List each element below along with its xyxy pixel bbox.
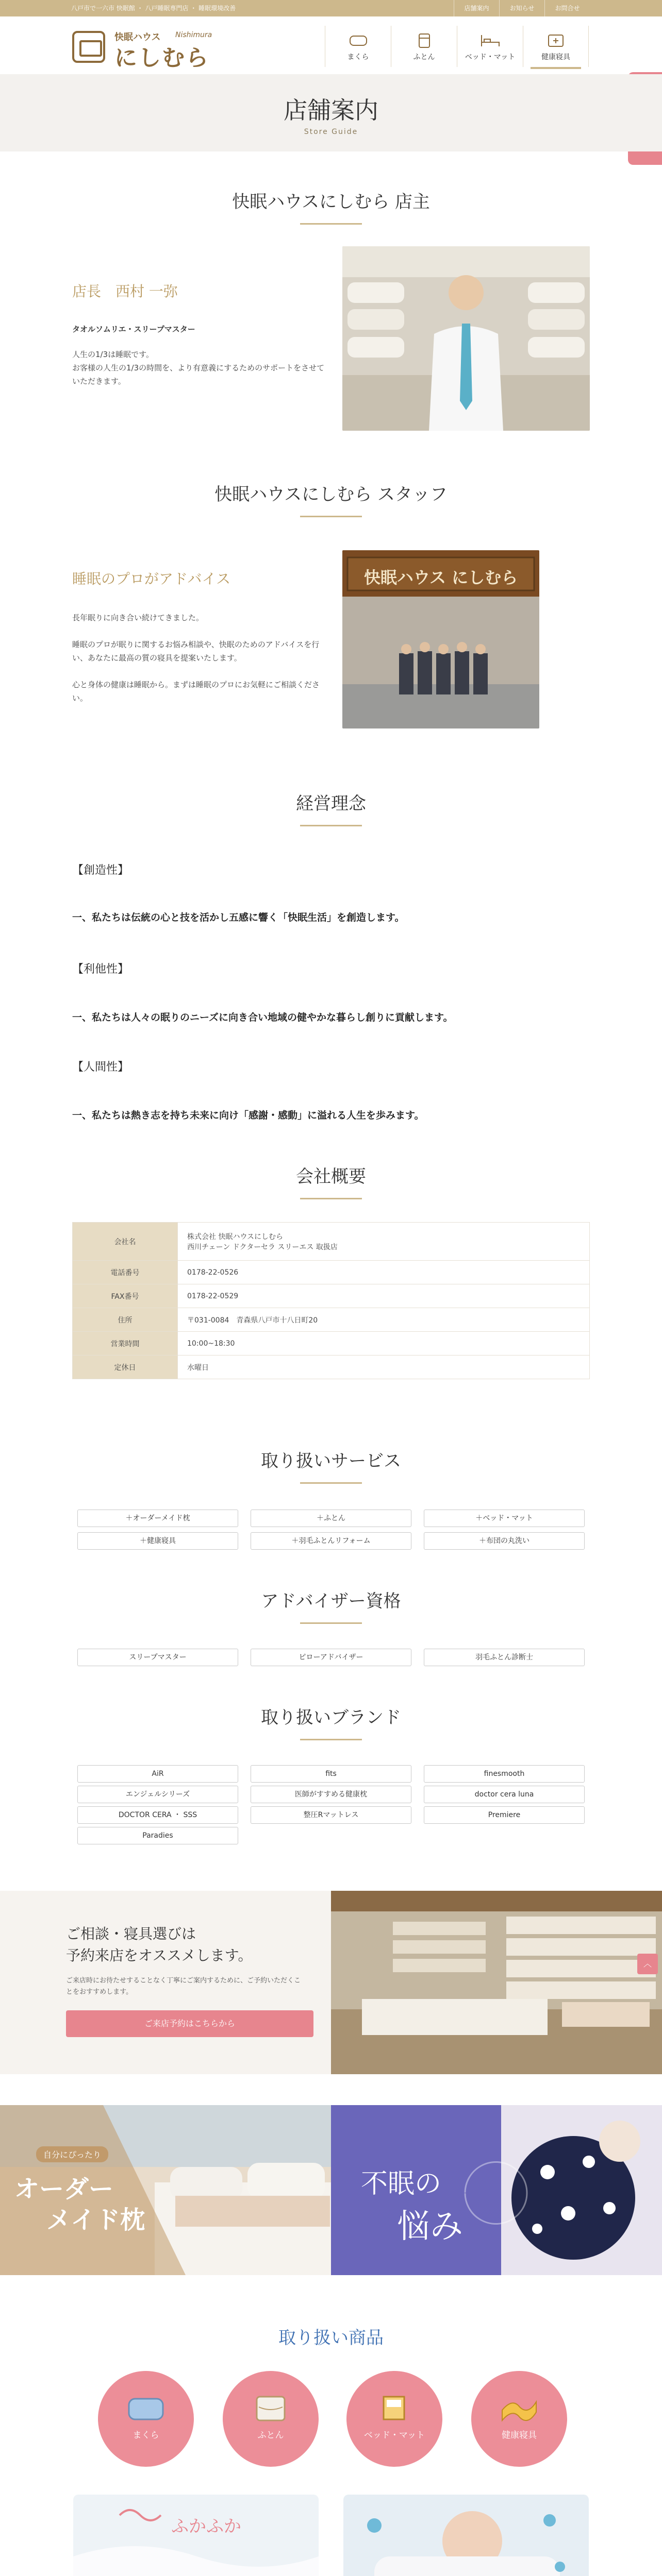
logo-small-text: 快眠ハウス <box>114 32 161 43</box>
product-health[interactable] <box>471 2371 567 2467</box>
products-title: 取り扱い商品 <box>278 2328 384 2348</box>
company-table <box>72 1222 590 1379</box>
health-bedding-icon <box>500 2395 538 2422</box>
bed-icon <box>480 33 501 48</box>
owner-name: 店長 西村 一弥 <box>72 283 178 300</box>
top-link-contact[interactable]: お問合せ <box>544 0 590 16</box>
section-heading: 快眠ハウスにしむら 店主 <box>232 192 430 212</box>
table-row <box>73 1223 590 1261</box>
table-row <box>73 1355 590 1379</box>
brand-tag: 医師がすすめる健康枕 <box>251 1786 411 1803</box>
service-tag[interactable]: ＋羽毛ふとんリフォーム <box>251 1532 411 1550</box>
table-row <box>73 1308 590 1332</box>
service-tag[interactable]: ＋ふとん <box>251 1510 411 1527</box>
advisor-tag: ピローアドバイザー <box>251 1649 411 1666</box>
banner-left-big1: オーダー <box>14 2175 114 2204</box>
brand-tag: エンジェルシリーズ <box>77 1786 238 1803</box>
row-value: 株式会社 快眠ハウスにしむら 西川チェーン ドクターセラ スリーエス 取扱店 <box>178 1223 590 1261</box>
philosophy-head-3: 【人間性】 <box>72 1061 129 1074</box>
cta-line-2: 予約来店をオススメします。 <box>66 1947 253 1964</box>
row-key: 電話番号 <box>73 1261 178 1284</box>
advisor-tag: スリープマスター <box>77 1649 238 1666</box>
staff-text-3: 心と身体の健康は睡眠から。まずは睡眠のプロにお気軽にご相談ください。 <box>72 680 320 703</box>
staff-catch: 睡眠のプロがアドバイス <box>72 570 231 587</box>
row-value: 水曜日 <box>178 1355 590 1379</box>
sterilize-banner[interactable] <box>343 2495 589 2576</box>
cta-line-1: ご相談・寝具選びは <box>66 1925 196 1942</box>
row-key: 営業時間 <box>73 1332 178 1355</box>
brand-tag: 整圧Rマットレス <box>251 1806 411 1824</box>
section-heading: 快眠ハウスにしむら スタッフ <box>214 484 448 505</box>
row-value: 10:00~18:30 <box>178 1332 590 1355</box>
pillow-icon <box>127 2395 165 2422</box>
nav-label: ベッド・マット <box>465 53 516 61</box>
logo-english: Nishimura <box>175 31 212 39</box>
nav-item-health[interactable] <box>523 26 589 67</box>
baby-sleeping-image <box>343 2495 589 2576</box>
philosophy-body-3: 一、私たちは熱き志を持ち未来に向け「感謝・感動」に溢れる人生を歩みます。 <box>72 1110 424 1121</box>
section-heading: 取り扱いサービス <box>261 1451 401 1471</box>
section-heading: 経営理念 <box>296 793 366 814</box>
top-bar <box>0 0 662 16</box>
cta-note: ご来店時にお待たせすることなく丁寧にご案内するために、ご予約いただくことをおすすめします。 <box>66 1977 301 1996</box>
futon-icon <box>415 33 434 48</box>
brand-tag: Paradies <box>77 1827 238 1844</box>
product-bed[interactable] <box>346 2371 442 2467</box>
table-row <box>73 1261 590 1284</box>
row-key: 会社名 <box>73 1223 178 1261</box>
banner-left-small: 自分にぴったり <box>36 2146 108 2162</box>
brands-section-title <box>0 1703 662 1740</box>
row-value: 〒031-0084 青森県八戸市十八日町20 <box>178 1308 590 1332</box>
staff-info <box>72 568 330 705</box>
nav-label: ふとん <box>413 53 435 61</box>
health-bedding-icon <box>547 33 565 48</box>
top-link-store[interactable]: 店舗案内 <box>454 0 499 16</box>
section-heading: 取り扱いブランド <box>261 1707 401 1728</box>
owner-text-2: お客様の人生の1/3の時間を、より有意義にするためのサポートをさせていただきます。 <box>72 363 325 386</box>
nav-item-pillow[interactable] <box>325 26 391 67</box>
advisor-section-title <box>0 1587 662 1624</box>
page-hero <box>0 74 662 151</box>
product-label: ふとん <box>257 2430 284 2441</box>
row-key: FAX番号 <box>73 1284 178 1308</box>
brand-tag: AiR <box>77 1765 238 1783</box>
philosophy-body-2: 一、私たちは人々の眠りのニーズに向き合い地域の健やかな暮らし創りに貢献します。 <box>72 1012 453 1023</box>
table-row <box>73 1332 590 1355</box>
futon-icon <box>252 2395 290 2422</box>
bed-icon <box>375 2395 413 2422</box>
page-title: 店舗案内 <box>284 96 378 124</box>
product-label: 健康寝具 <box>502 2430 537 2441</box>
philosophy-section-title <box>0 789 662 826</box>
services-section-title <box>0 1447 662 1484</box>
top-link-news[interactable]: お知らせ <box>499 0 544 16</box>
row-value: 0178-22-0529 <box>178 1284 590 1308</box>
product-label: まくら <box>133 2430 159 2441</box>
section-heading: 会社概要 <box>296 1166 366 1187</box>
brand-tag: finesmooth <box>424 1765 585 1783</box>
page-subtitle: Store Guide <box>304 128 358 136</box>
top-links <box>454 0 590 16</box>
owner-certs: タオルソムリエ・スリープマスター <box>72 325 195 334</box>
staff-text-1: 長年眠りに向き合い続けてきました。 <box>72 613 204 622</box>
down-banner-deco: ふかふか <box>171 2516 241 2537</box>
philosophy-head-2: 【利他性】 <box>72 963 129 976</box>
product-pillow[interactable] <box>98 2371 194 2467</box>
company-section-title <box>0 1162 662 1199</box>
staff-text-2: 睡眠のプロが眠りに関するお悩み相談や、快眠のためのアドバイスを行い、あなたに最高の質の寝具を提案いたします。 <box>72 640 320 663</box>
nav-item-bed[interactable] <box>457 26 523 67</box>
logo-big-text: にしむら <box>114 45 209 71</box>
staff-photo-sign: 快眠ハウス にしむら <box>363 568 518 587</box>
scroll-top-button[interactable]: ︿ <box>637 1954 658 1974</box>
banner-left-big2: メイド枕 <box>46 2206 145 2234</box>
reservation-button[interactable]: ご来店予約はこちらから <box>66 2010 313 2037</box>
philosophy-head-1: 【創造性】 <box>72 864 129 877</box>
brand-tag: fits <box>251 1765 411 1783</box>
site-header <box>0 16 662 74</box>
store-interior-photo <box>331 1891 662 2074</box>
section-heading: アドバイザー資格 <box>261 1591 401 1612</box>
banner-right-big1: 不眠の <box>361 2168 442 2199</box>
service-tag[interactable]: ＋布団の丸洗い <box>424 1532 585 1550</box>
service-tag[interactable]: ＋健康寝具 <box>77 1532 238 1550</box>
logo-icon <box>72 31 105 63</box>
brand-tag: doctor cera luna <box>424 1786 585 1803</box>
row-key: 住所 <box>73 1308 178 1332</box>
top-tagline: 八戸市で一六市 快眠館 ・ 八戸睡眠専門店 ・ 睡眠環境改善 <box>71 5 236 12</box>
staff-section-title <box>0 480 662 517</box>
owner-section-title <box>0 188 662 225</box>
nav-label: 健康寝具 <box>541 53 570 61</box>
owner-info <box>72 280 330 388</box>
brand-tag: Premiere <box>424 1806 585 1824</box>
philosophy-body-1: 一、私たちは伝統の心と技を活かし五感に響く「快眠生活」を創造します。 <box>72 912 405 923</box>
brand-tag: DOCTOR CERA ・ SSS <box>77 1806 238 1824</box>
service-tag[interactable]: ＋オーダーメイド枕 <box>77 1510 238 1527</box>
row-value: 0178-22-0526 <box>178 1261 590 1284</box>
nav-item-futon[interactable] <box>391 26 457 67</box>
table-row <box>73 1284 590 1308</box>
down-maintenance-banner[interactable] <box>73 2495 319 2576</box>
service-tag[interactable]: ＋ベッド・マット <box>424 1510 585 1527</box>
nav-label: まくら <box>347 53 369 61</box>
row-key: 定休日 <box>73 1355 178 1379</box>
product-futon[interactable] <box>223 2371 319 2467</box>
global-nav <box>325 26 589 67</box>
site-logo[interactable] <box>72 27 237 71</box>
banner-right-big2: 悩み <box>397 2208 463 2246</box>
pillow-icon <box>349 33 368 48</box>
advisor-tag: 羽毛ふとん診断士 <box>424 1649 585 1666</box>
product-label: ベッド・マット <box>363 2430 425 2441</box>
owner-photo <box>342 246 590 431</box>
owner-text-1: 人生の1/3は睡眠です。 <box>72 350 154 359</box>
